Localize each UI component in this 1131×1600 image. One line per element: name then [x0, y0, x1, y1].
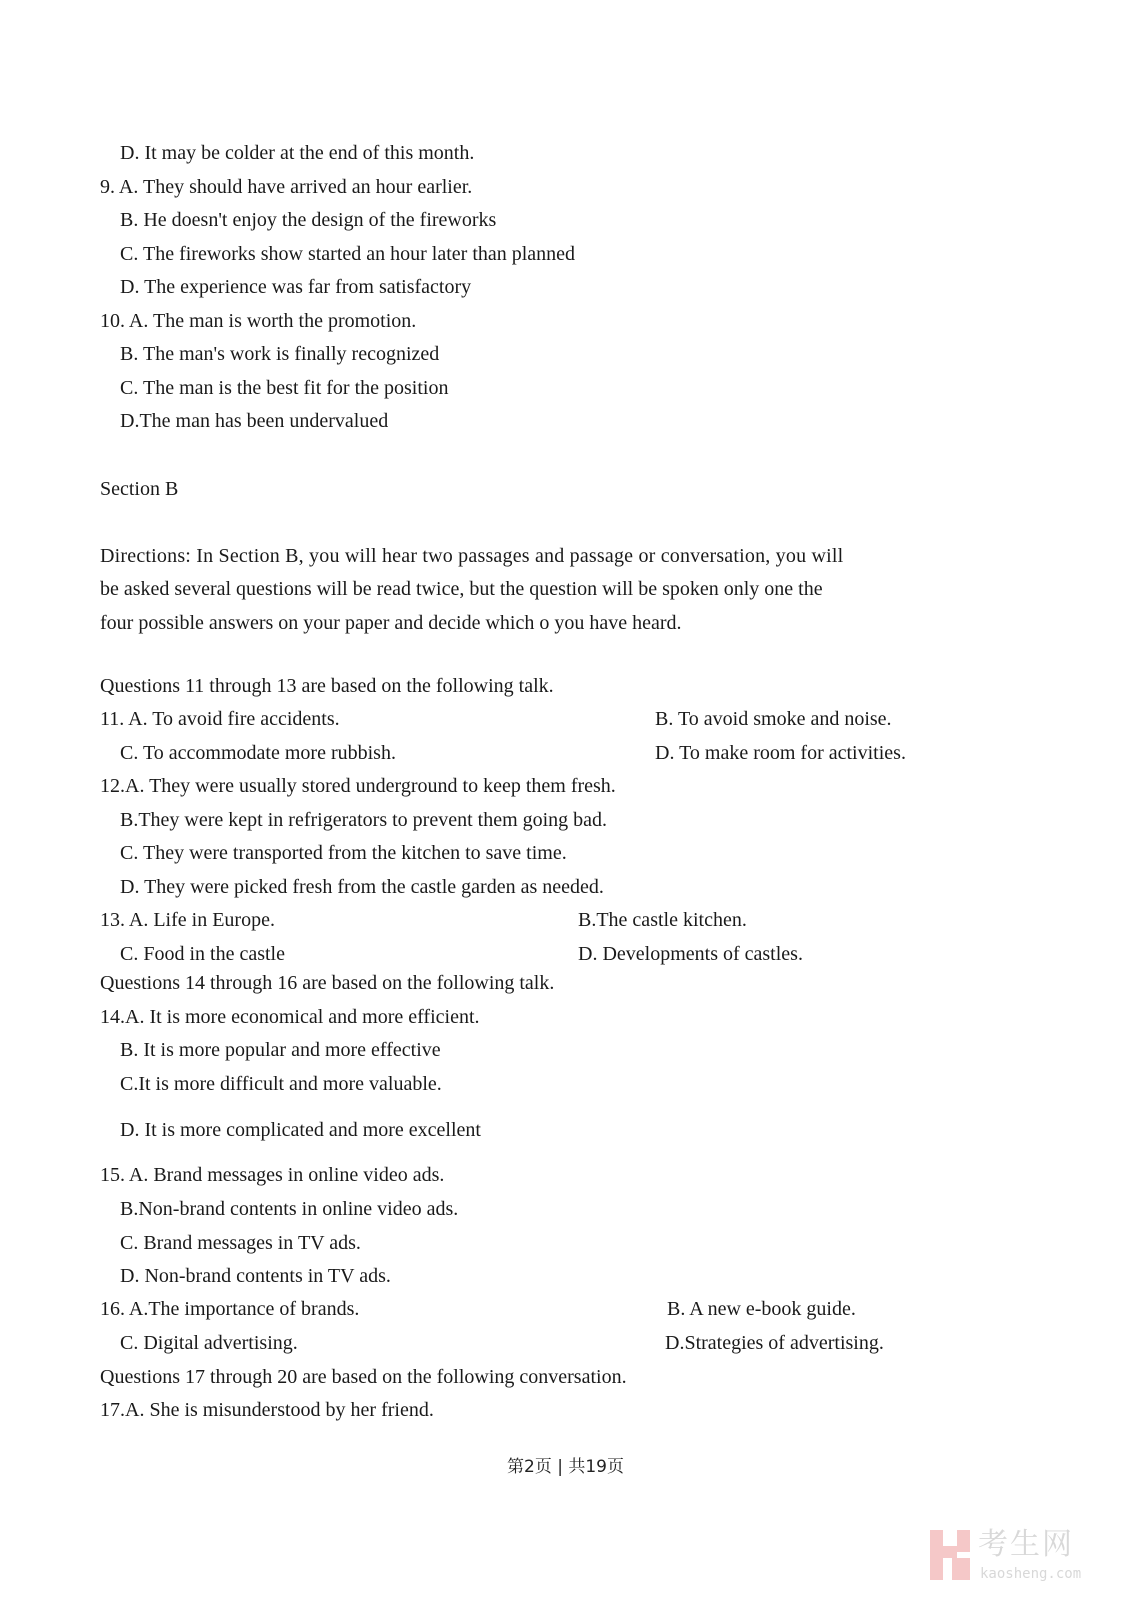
- directions-text: Directions: In Section B, you will hear two passages and passage or conversation, you will: [100, 545, 844, 567]
- watermark-logo: [930, 1528, 1100, 1588]
- text-line: C. To accommodate more rubbish.: [120, 742, 396, 764]
- text-line: B.They were kept in refrigerators to prevent them going bad.: [120, 809, 608, 831]
- logo-icon: [930, 1530, 970, 1580]
- question-11: 11. A. To avoid fire accidents.: [100, 708, 340, 730]
- question-15: 15. A. Brand messages in online video ads.: [100, 1164, 445, 1186]
- text-line: D. Non-brand contents in TV ads.: [120, 1265, 391, 1287]
- text-line: D.Strategies of advertising.: [665, 1332, 884, 1354]
- question-9: 9. A. They should have arrived an hour earlier.: [100, 176, 473, 198]
- logo-text-cn: 考生网: [978, 1527, 1074, 1562]
- questions-intro: Questions 11 through 13 are based on the following talk.: [100, 675, 554, 697]
- questions-intro: Questions 17 through 20 are based on the following conversation.: [100, 1366, 627, 1388]
- logo-text-en: kaosheng.com: [980, 1566, 1082, 1582]
- directions-text: be asked several questions will be read twice, but the question will be spoken only one the: [100, 578, 823, 600]
- text-line: D. It may be colder at the end of this month.: [120, 142, 475, 164]
- page-footer: 第2页 | 共19页: [507, 1457, 624, 1477]
- questions-intro: Questions 14 through 16 are based on the following talk.: [100, 972, 555, 994]
- text-line: C. The fireworks show started an hour later than planned: [120, 243, 576, 265]
- text-line: B. It is more popular and more effective: [120, 1039, 441, 1061]
- text-line: D. To make room for activities.: [655, 742, 906, 764]
- text-line: C. Food in the castle: [120, 943, 285, 965]
- question-12: 12.A. They were usually stored underground to keep them fresh.: [100, 775, 616, 797]
- question-13: 13. A. Life in Europe.: [100, 909, 275, 931]
- text-line: C. Digital advertising.: [120, 1332, 298, 1354]
- text-line: D. The experience was far from satisfactory: [120, 276, 472, 298]
- text-line: B. To avoid smoke and noise.: [655, 708, 892, 730]
- text-line: C. They were transported from the kitchen to save time.: [120, 842, 567, 864]
- question-16: 16. A.The importance of brands.: [100, 1298, 360, 1320]
- text-line: D. Developments of castles.: [578, 943, 803, 965]
- text-line: B. The man's work is finally recognized: [120, 343, 440, 365]
- text-line: C. The man is the best fit for the position: [120, 377, 449, 399]
- text-line: C.It is more difficult and more valuable.: [120, 1073, 442, 1095]
- text-line: C. Brand messages in TV ads.: [120, 1232, 361, 1254]
- text-line: B. A new e-book guide.: [667, 1298, 856, 1320]
- directions-text: four possible answers on your paper and decide which o you have heard.: [100, 612, 682, 634]
- question-17: 17.A. She is misunderstood by her friend.: [100, 1399, 434, 1421]
- section-heading: Section B: [100, 478, 179, 500]
- question-14: 14.A. It is more economical and more efficient.: [100, 1006, 480, 1028]
- text-line: B.The castle kitchen.: [578, 909, 747, 931]
- question-10: 10. A. The man is worth the promotion.: [100, 310, 417, 332]
- text-line: B.Non-brand contents in online video ads.: [120, 1198, 459, 1220]
- text-line: D. They were picked fresh from the castle garden as needed.: [120, 876, 604, 898]
- text-line: D. It is more complicated and more excellent: [120, 1119, 481, 1141]
- text-line: D.The man has been undervalued: [120, 410, 389, 432]
- text-line: B. He doesn't enjoy the design of the fireworks: [120, 209, 497, 231]
